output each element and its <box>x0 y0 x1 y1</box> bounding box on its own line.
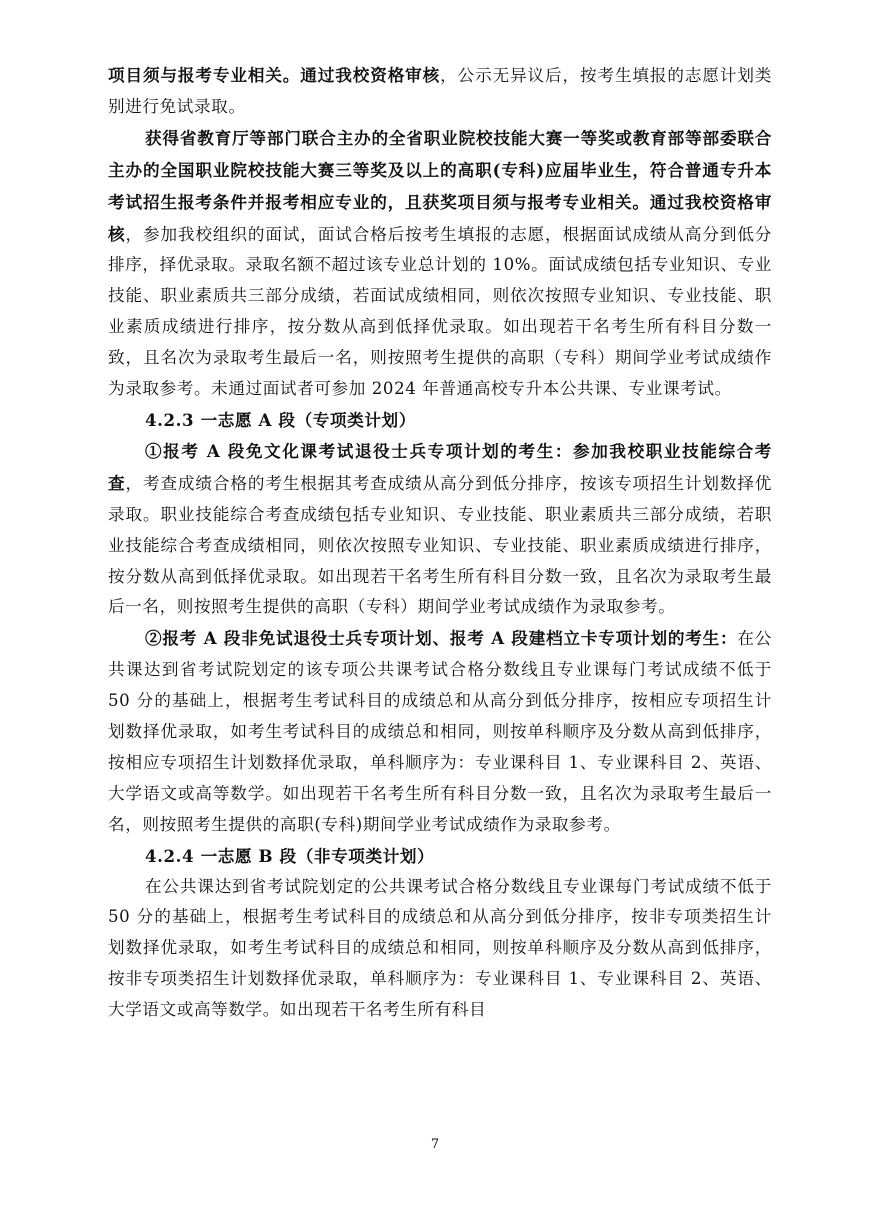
paragraph-3 <box>108 436 772 623</box>
paragraph-3-text: ，考查成绩合格的考生根据其考查成绩从高分到低分排序，按该专项招生计划数择优录取。职业技能综合考查成绩包括专业知识、专业技能、职业素质共三部分成绩，若职业技能综合考查成绩相同，则依次按照专业知识、专业技能、职业素质成绩进行排序，按分数从高到低择优录取。如出现若干名考生所有科目分数一致，且名次为录取考生最后一名，则按照考生提供的高职（专科）期间学业考试成绩作为录取参考。 <box>108 473 772 617</box>
paragraph-4-bold: ②报考 A 段非免试退役士兵专项计划、报考 A 段建档立卡专项计划的考生： <box>145 628 738 649</box>
section-heading-4-2-3: 4.2.3 一志愿 A 段（专项类计划） <box>145 409 416 430</box>
section-heading-4-2-4: 4.2.4 一志愿 B 段（非专项类计划） <box>145 845 435 866</box>
paragraph-2-text: ，参加我校组织的面试，面试合格后按考生填报的志愿，根据面试成绩从高分到低分排序，择优录取。录取名额不超过该专业总计划的 10%。面试成绩包括专业知识、专业技能、职业素质共三部分成绩，若面试成绩相同，则依次按照专业知识、专业技能、职业素质成绩进行排序，按分数从高到低择优录取。如出现若干名考生所有科目分数一致，且名次为录取考生最后一名，则按照考生提供的高职（专科）期间学业考试成绩作为录取参考。未通过面试者可参加 2024 年普通高校专升本公共课、专业课考试。 <box>108 224 772 399</box>
paragraph-3-bold: ①报考 A 段免文化课考试退役士兵专项计划的考生：参加我校职业技能综合考查 <box>108 440 772 493</box>
paragraph-1-text: ，公示无异议后，按考生填报的志愿计划类别进行免试录取。 <box>108 66 772 116</box>
document-page <box>108 60 772 1026</box>
page-number: 7 <box>430 1137 440 1152</box>
paragraph-4 <box>108 623 772 840</box>
paragraph-1 <box>108 60 772 123</box>
paragraph-5: 在公共课达到省考试院划定的公共课考试合格分数线且专业课每门考试成绩不低于 50 分的基础上，根据考生考试科目的成绩总和从高分到低分排序，按非专项类招生计划数择优录取，如考生考试科目的成绩总和相同，则按单科顺序及分数从高到低排序，按非专项类招生计划数择优录取，单科顺序为：专业课科目 1、专业课科目 2、英语、大学语文或高等数学。如出现若干名考生所有科目 <box>108 876 772 1020</box>
paragraph-2-bold: 获得省教育厅等部门联合主办的全省职业院校技能大赛一等奖或教育部等部委联合主办的全国职业院校技能大赛三等奖及以上的高职(专科)应届毕业生，符合普通专升本考试招生报考条件并报考相应专业的，且获奖项目须与报考专业相关。通过我校资格审核 <box>108 127 772 244</box>
paragraph-2 <box>108 123 772 405</box>
paragraph-4-text: 在公共课达到省考试院划定的该专项公共课考试合格分数线且专业课每门考试成绩不低于 50 分的基础上，根据考生考试科目的成绩总和从高分到低分排序，按相应专项招生计划数择优录取，如考生考试科目的成绩总和相同，则按单科顺序及分数从高到低排序，按相应专项招生计划数择优录取，单科顺序为：专业课科目 1、专业课科目 2、英语、大学语文或高等数学。如出现若干名考生所有科目分数一致，且名次为录取考生最后一名，则按照考生提供的高职(专科)期间学业考试成绩作为录取参考。 <box>108 629 772 834</box>
paragraph-1-bold: 项目须与报考专业相关。通过我校资格审核 <box>108 65 441 85</box>
